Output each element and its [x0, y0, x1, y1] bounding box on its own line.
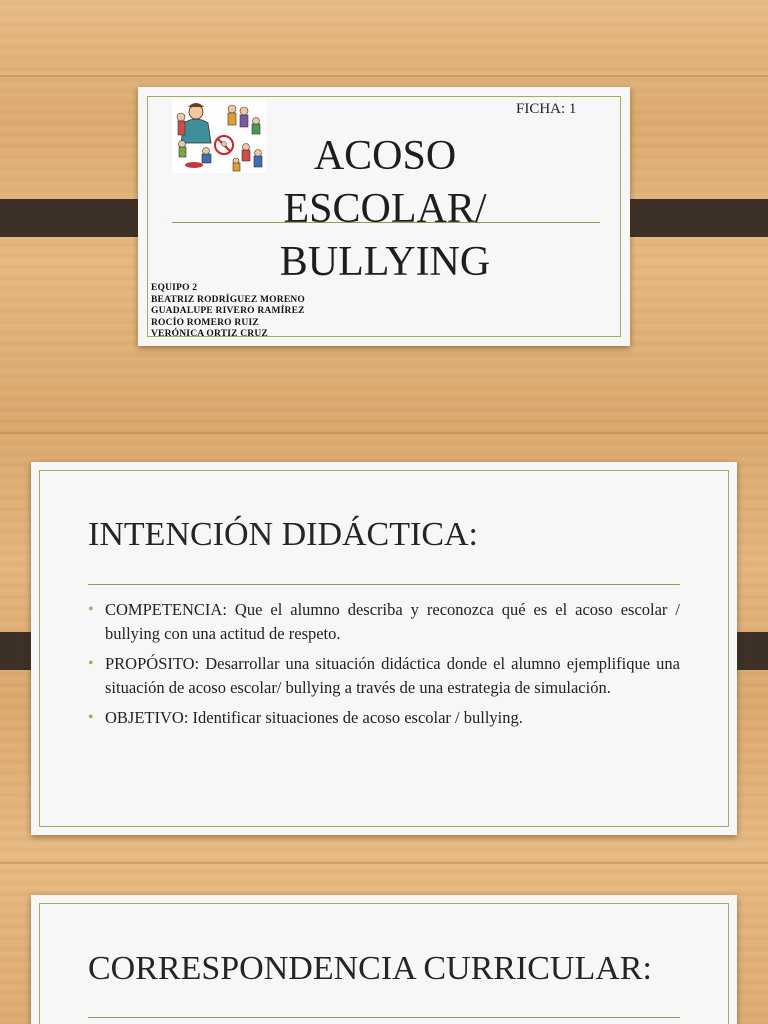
team-member: BEATRIZ RODRÍGUEZ MORENO	[151, 294, 306, 305]
title-line: ACOSO	[313, 133, 457, 179]
intencion-heading: INTENCIÓN DIDÁCTICA:	[88, 516, 479, 553]
slide-main-title	[260, 130, 510, 289]
bullet-dot-icon: •	[88, 601, 94, 618]
list-item	[88, 652, 680, 699]
wood-plank-seam	[0, 432, 768, 434]
bullet-text: COMPETENCIA: Que el alumno describa y reconozca qué es el acoso escolar / bullying con una actitud de respeto.	[105, 600, 680, 643]
wood-plank-seam	[0, 75, 768, 77]
bullet-dot-icon: •	[88, 655, 94, 672]
title-line: ESCOLAR/	[283, 186, 487, 232]
bullet-dot-icon: •	[88, 709, 94, 726]
list-item	[88, 598, 680, 645]
title-line: BULLYING	[279, 239, 491, 285]
slide-hanger-tab-right	[613, 199, 768, 237]
intencion-bullet-list	[88, 598, 680, 737]
team-member: VERÓNICA ORTIZ CRUZ	[151, 329, 268, 340]
team-member: ROCÍO ROMERO RUIZ	[151, 317, 259, 328]
bullying-illustration	[172, 99, 266, 173]
correspondencia-rule	[88, 1017, 680, 1018]
team-members-list	[151, 283, 305, 341]
team-member: GUADALUPE RIVERO RAMÍREZ	[151, 306, 305, 317]
wood-plank-seam	[0, 862, 768, 864]
list-item	[88, 706, 680, 730]
correspondencia-heading: CORRESPONDENCIA CURRICULAR:	[88, 950, 652, 987]
ficha-label: FICHA: 1	[516, 101, 577, 117]
bullet-text: OBJETIVO: Identificar situaciones de acoso escolar / bullying.	[105, 708, 523, 727]
slide-hanger-tab-left	[0, 199, 155, 237]
intencion-rule	[88, 584, 680, 585]
bullet-text: PROPÓSITO: Desarrollar una situación didáctica donde el alumno ejemplifique una situación de acoso escolar/ bullying a través de una estrategia de simulación.	[105, 654, 680, 697]
team-name: EQUIPO 2	[151, 283, 198, 293]
